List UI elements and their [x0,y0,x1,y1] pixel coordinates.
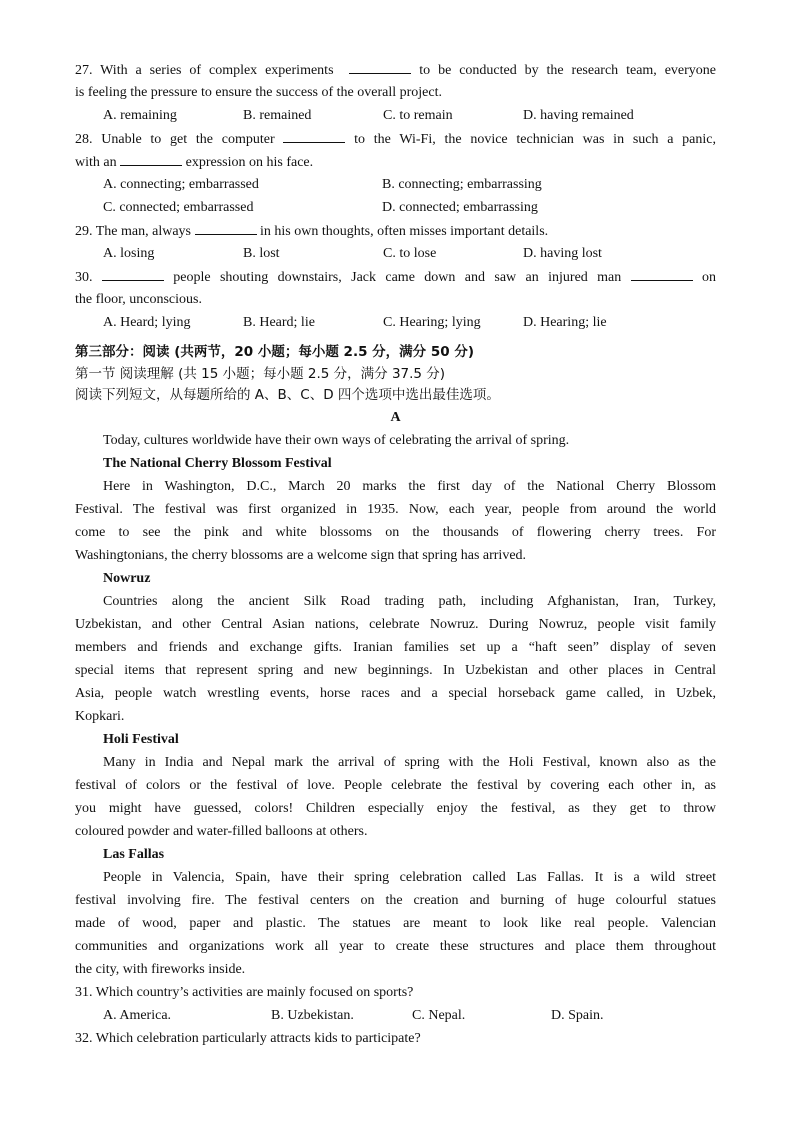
paragraph-line: come to see the pink and white blossoms on the thousands of flowering cherry trees. For [75,525,716,540]
option-d: D. having lost [523,246,602,261]
answer-blank [102,265,164,281]
q30-options [75,311,716,334]
q31-options [75,1004,716,1027]
section-title: Holi Festival [103,732,179,747]
q30-line1: 30. people shouting downstairs, Jack came down and saw an injured man on [75,265,716,288]
option-c: C. Hearing; lying [383,315,481,330]
option-c: C. to remain [383,108,453,123]
exam-page [75,58,716,1050]
q28-options-row1 [75,173,716,196]
option-d: D. Spain. [551,1008,604,1023]
answer-blank [195,219,257,235]
q28-options-row2 [75,196,716,219]
option-c: C. Nepal. [412,1008,466,1023]
q28-line1: 28. Unable to get the computer to the Wi-Fi, the novice technician was in such a panic, [75,127,716,150]
paragraph-line: members and friends and exchange gifts. Iranian families set up a “haft seen” display of seven [75,640,716,655]
instruction: 阅读下列短文，从每题所给的 A、B、C、D 四个选项中选出最佳选项。 [75,387,500,403]
q27-line2: is feeling the pressure to ensure the success of the overall project. [75,85,442,100]
answer-blank [631,265,693,281]
passage-letter: A [390,410,401,425]
option-a: A. losing [103,246,155,261]
paragraph-line: festival involving fire. The festival centers on the creation and burning of huge colourful statues [75,893,716,908]
paragraph-line: Kopkari. [75,709,125,724]
paragraph-line: Washingtonians, the cherry blossoms are a welcome sign that spring has arrived. [75,548,527,563]
option-a: A. America. [103,1008,172,1023]
paragraph-line: you might have guessed, colors! Children especially enjoy the festival, as they get to throw [75,801,716,816]
paragraph-line: Uzbekistan, and other Central Asian nations, celebrate Nowruz. During Nowruz, people visit family [75,617,716,632]
option-d: D. Hearing; lie [523,315,607,330]
q30-line2: the floor, unconscious. [75,292,202,307]
section-title: The National Cherry Blossom Festival [103,456,332,471]
option-c: C. to lose [383,246,437,261]
q31-stem: 31. Which country’s activities are mainly focused on sports? [75,985,414,1000]
answer-blank [349,58,411,74]
q29-options [75,242,716,265]
option-d: D. having remained [523,108,634,123]
paragraph-line: communities and organizations work all year to create these structures and place them throughout [75,939,716,954]
option-a: A. remaining [103,108,177,123]
paragraph-line: made of wood, paper and plastic. The statues are meant to look like real people. Valencian [75,916,716,931]
section-title: Las Fallas [103,847,165,862]
option-b: B. connecting; embarrassing [382,177,542,192]
paragraph-line: festival of colors or the festival of love. People celebrate the festival by covering each other in, as [75,778,716,793]
option-b: B. remained [243,108,312,123]
q29-line1: 29. The man, always in his own thoughts, often misses important details. [75,219,716,242]
option-c: C. connected; embarrassed [103,200,254,215]
part3-heading: 第三部分：阅读 (共两节，20 小题；每小题 2.5 分，满分 50 分) [75,344,475,360]
option-b: B. Uzbekistan. [271,1008,354,1023]
paragraph-line: Asia, people watch wrestling events, horse races and a special horseback game called, in Uzbek, [75,686,716,701]
passage-intro: Today, cultures worldwide have their own ways of celebrating the arrival of spring. [103,433,570,448]
paragraph-line: the city, with fireworks inside. [75,962,246,977]
option-a: A. Heard; lying [103,315,191,330]
option-b: B. Heard; lie [243,315,315,330]
paragraph-line: Festival. The festival was first organized in 1935. Now, each year, people from around the world [75,502,716,517]
q28-line2: with an expression on his face. [75,150,716,173]
q27-options [75,104,716,127]
q32-stem: 32. Which celebration particularly attracts kids to participate? [75,1031,421,1046]
paragraph-line: special items that represent spring and new beginnings. In Uzbekistan and other places in Central [75,663,716,678]
option-a: A. connecting; embarrassed [103,177,259,192]
paragraph-line: Here in Washington, D.C., March 20 marks the first day of the National Cherry Blossom [103,479,716,494]
paragraph-line: Many in India and Nepal mark the arrival of spring with the Holi Festival, known also as the [103,755,716,770]
paragraph-line: coloured powder and water-filled balloons at others. [75,824,368,839]
answer-blank [120,150,182,166]
paragraph-line: Countries along the ancient Silk Road trading path, including Afghanistan, Iran, Turkey, [103,594,716,609]
option-b: B. lost [243,246,280,261]
section-title: Nowruz [103,571,151,586]
q27-line1: 27. With a series of complex experiments to be conducted by the research team, everyone [75,58,716,81]
answer-blank [283,127,345,143]
option-d: D. connected; embarrassing [382,200,538,215]
paragraph-line: People in Valencia, Spain, have their spring celebration called Las Fallas. It is a wild street [103,870,716,885]
section1-heading: 第一节 阅读理解 (共 15 小题；每小题 2.5 分，满分 37.5 分) [75,366,446,382]
